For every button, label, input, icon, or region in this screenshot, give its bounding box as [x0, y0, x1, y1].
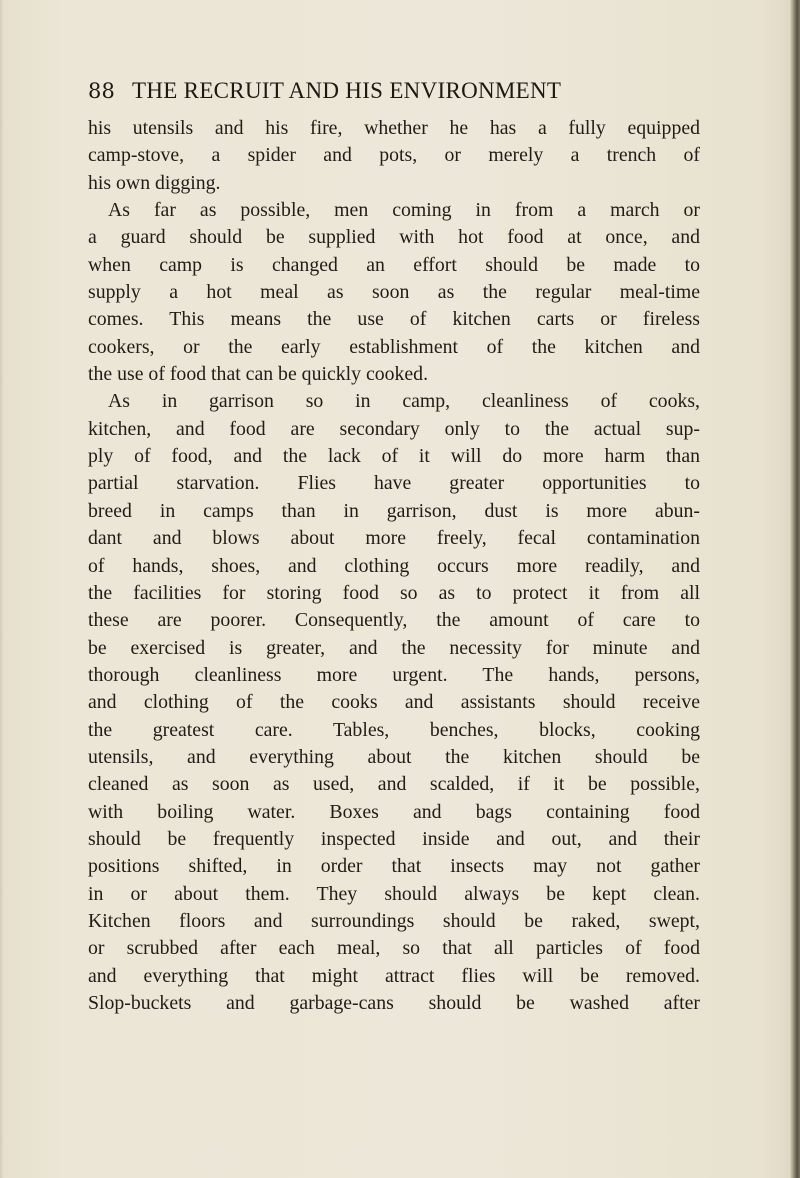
- text-line: be exercised is greater, and the necessity for minute and: [88, 636, 700, 659]
- text-line: positions shifted, in order that insects may not gather: [88, 855, 700, 878]
- page-number: 88: [88, 79, 116, 103]
- running-title: THE RECRUIT AND HIS ENVIRONMENT: [132, 78, 562, 103]
- text-line: cookers, or the early establishment of the kitchen and: [88, 335, 700, 358]
- text-line: As in garrison so in camp, cleanliness of cooks,: [108, 390, 700, 413]
- text-line: breed in camps than in garrison, dust is more abun-: [88, 499, 700, 522]
- text-line: and clothing of the cooks and assistants should receive: [88, 691, 700, 714]
- text-line: his own digging.: [88, 171, 221, 194]
- text-line: these are poorer. Consequently, the amount of care to: [88, 609, 700, 632]
- text-line: should be frequently inspected inside and out, and their: [88, 827, 700, 850]
- text-line: his utensils and his fire, whether he has a fully equipped: [88, 117, 700, 139]
- text-line: a guard should be supplied with hot food at once, and: [88, 226, 700, 249]
- text-line: the facilities for storing food so as to protect it from all: [88, 581, 700, 604]
- text-line: Slop-buckets and garbage-cans should be washed after: [88, 992, 700, 1014]
- running-header: [88, 78, 718, 104]
- text-line: supply a hot meal as soon as the regular meal-time: [88, 281, 700, 304]
- text-line: with boiling water. Boxes and bags containing food: [88, 800, 700, 823]
- text-line: or scrubbed after each meal, so that all particles of food: [88, 937, 700, 960]
- text-line: of hands, shoes, and clothing occurs more readily, and: [88, 554, 700, 577]
- body-text: [88, 115, 700, 1017]
- page-edge: [790, 0, 800, 1178]
- text-line: cleaned as soon as used, and scalded, if it be possible,: [88, 773, 700, 796]
- text-line: utensils, and everything about the kitchen should be: [88, 745, 700, 768]
- text-line: dant and blows about more freely, fecal contamination: [88, 527, 700, 550]
- text-line: As far as possible, men coming in from a march or: [108, 199, 700, 222]
- text-line: and everything that might attract flies will be removed.: [88, 964, 700, 987]
- text-line: partial starvation. Flies have greater opportunities to: [88, 472, 700, 495]
- text-line: Kitchen floors and surroundings should be raked, swept,: [88, 909, 700, 932]
- text-line: ply of food, and the lack of it will do more harm than: [88, 445, 700, 468]
- text-line: the use of food that can be quickly cooked.: [88, 363, 429, 386]
- text-line: thorough cleanliness more urgent. The hands, persons,: [88, 663, 700, 686]
- text-line: comes. This means the use of kitchen carts or fireless: [88, 308, 700, 331]
- text-line: camp-stove, a spider and pots, or merely a trench of: [88, 144, 700, 167]
- page-gutter-shadow: [0, 0, 4, 1178]
- text-line: in or about them. They should always be kept clean.: [88, 882, 700, 905]
- text-line: kitchen, and food are secondary only to the actual sup-: [88, 417, 700, 440]
- text-line: when camp is changed an effort should be made to: [88, 253, 700, 276]
- text-line: the greatest care. Tables, benches, blocks, cooking: [88, 718, 700, 741]
